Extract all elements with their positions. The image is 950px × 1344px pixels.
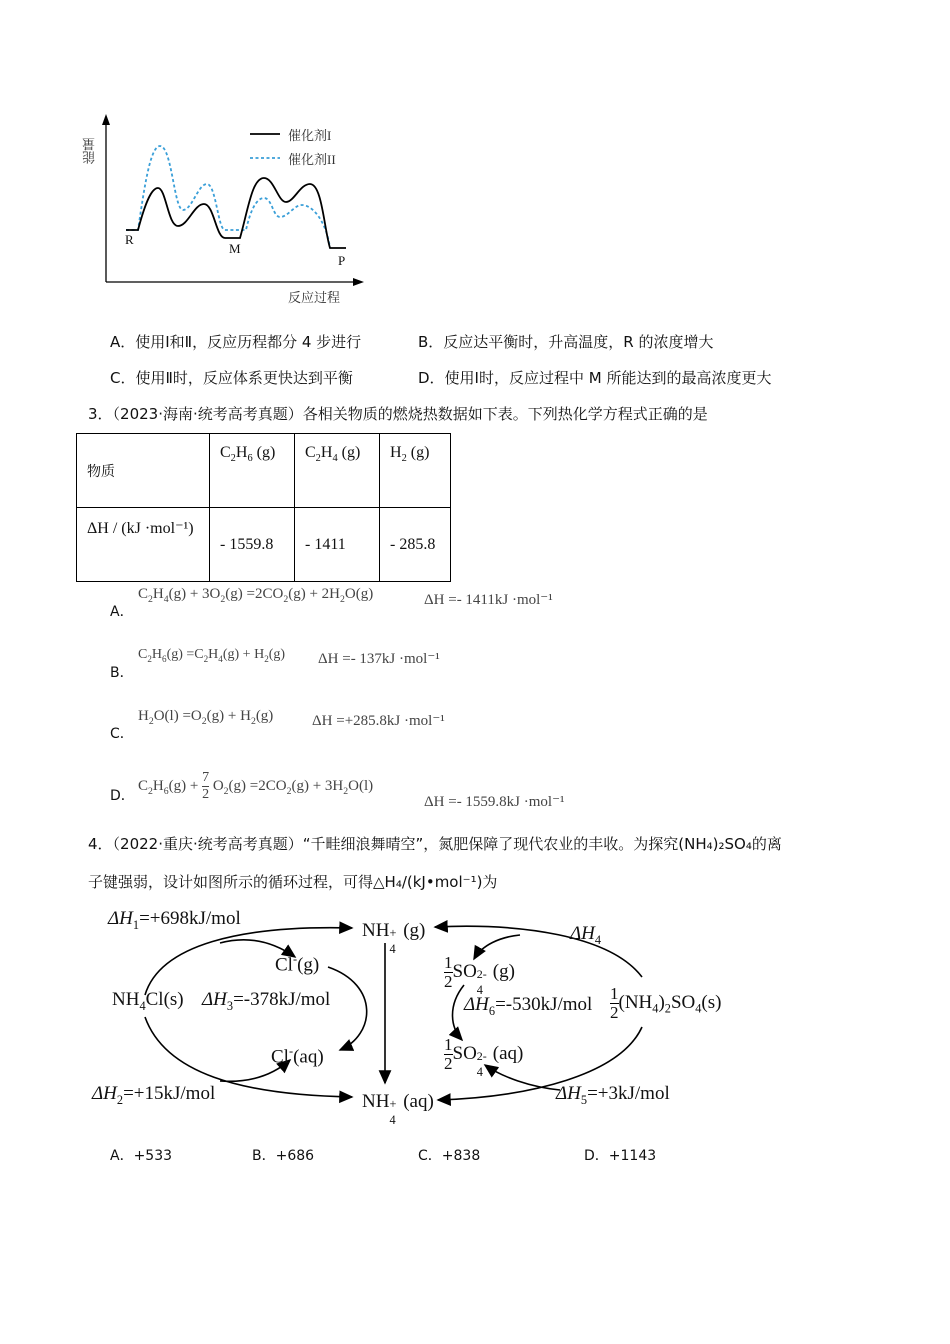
arrow-dh6 [453,985,465,1040]
y-axis-arrow [102,114,110,125]
label-cl-gas: Cl-(g) [275,952,320,976]
label-so4-aq: $\frac{1}{2}$ SO 2- 4 (aq) [444,1035,524,1079]
q2-option-b: B．反应达平衡时，升高温度，R 的浓度增大 [418,333,714,351]
combustion-heat-table [76,433,451,582]
q4-stem-line1 [88,833,782,854]
label-dh1: $\Delta H_1=+698kJ$/mol [108,908,241,932]
q4-stem-line2: 子键强弱，设计如图所示的循环过程，可得△H₄/(kJ•mol⁻¹)为 [88,873,498,891]
point-label-p: P [338,253,346,268]
arrow-dh3 [328,967,367,1050]
q3-option-c-equation: $H_2O(l) =O_2(g) + H_2(g)$ [138,708,274,727]
table-value-c2h4: - 1411 [295,508,380,582]
q3-source: （2023·海南·统考高考真题） [112,405,303,423]
table-col-c2h4: $C_2H_4$ (g) [295,434,380,508]
legend-label-catalyst-1: 催化剂I [288,128,332,143]
q4-option-b: B．+686 [252,1148,315,1164]
label-dh3: $\Delta H_3=-378kJ$/mol [202,989,331,1013]
q3-option-c-letter: C． [110,726,134,742]
q3-option-a-dh: ΔH =- 1411kJ ·mol⁻¹ [424,592,553,608]
q4-option-c: C．+838 [418,1148,481,1164]
label-nh4-gas: NH + 4 (g) [362,920,426,956]
q3-option-d-dh: ΔH =- 1559.8kJ ·mol⁻¹ [424,794,565,810]
q3-option-b-dh: ΔH =- 137kJ ·mol⁻¹ [318,651,440,667]
q2-option-c: C．使用Ⅱ时，反应体系更快达到平衡 [110,369,353,387]
q4-source: （2022·重庆·统考高考真题） [112,835,303,853]
q4-option-a: A．+533 [110,1148,173,1164]
label-nh4-aq: NH + 4 (aq) [362,1091,434,1127]
arrow-dh1 [145,928,352,995]
table-value-c2h6: - 1559.8 [210,508,295,582]
y-axis-label: 能量 [83,138,98,164]
table-value-h2: - 285.8 [380,508,451,582]
x-axis-arrow [353,278,364,286]
label-cl-aq: Cl-(aq) [271,1044,324,1068]
curve-catalyst-1 [126,178,346,248]
table-col-c2h6: $C_2H_6$ (g) [210,434,295,508]
table-header-substance: 物质 [77,434,210,508]
label-so4-gas: $\frac{1}{2}$ SO 2- 4 (g) [444,953,515,997]
table-col-h2: $H_2$ (g) [380,434,451,508]
q3-text: 各相关物质的燃烧热数据如下表。下列热化学方程式正确的是 [302,405,708,423]
q3-option-c-dh: ΔH =+285.8kJ ·mol⁻¹ [312,713,445,729]
q3-option-b-letter: B． [110,665,134,681]
label-dh5: $\Delta H_5=+3kJ$/mol [556,1083,670,1107]
q2-option-d: D．使用Ⅰ时，反应过程中 M 所能达到的最高浓度更大 [418,369,772,387]
label-ammonium-sulfate-solid: $\frac{1}{2}$ $(NH_4)_2SO_4(s)$ [610,984,722,1022]
q3-option-b-equation: $C_2H_6(g) =C_2H_4(g) + H_2(g)$ [138,647,286,664]
point-label-m: M [229,241,241,256]
label-dh4: $\Delta H_4$ [570,923,602,947]
point-label-r: R [125,232,134,247]
x-axis-label: 反应过程 [288,291,341,306]
q3-option-a-equation: $C_2H_4(g) + 3O_2(g) =2CO_2(g) + 2H_2O(g)$ [138,586,374,605]
table-header-dh: ΔH / (kJ ·mol⁻¹) [77,508,210,582]
q4-text-1: “千畦细浪舞晴空”，氮肥保障了现代农业的丰收。为探究(NH₄)₂SO₄的离 [302,835,782,853]
q2-option-a: A．使用Ⅰ和Ⅱ，反应历程都分 4 步进行 [110,333,362,351]
q4-option-d: D．+1143 [584,1148,657,1164]
q3-option-a-letter: A． [110,604,134,620]
q3-stem [88,403,708,424]
label-nh4cl-solid: $NH_4Cl(s)$ [112,989,184,1013]
q3-option-d-equation: $C_2H_6(g)$ + $\frac{7}{2}$ $O_2(g) =2CO_2(g) + 3H_2O(l)$ [138,770,374,802]
label-dh6: $\Delta H_6=-530kJ$/mol [464,994,593,1018]
label-dh2: $\Delta H_2=+15kJ$/mol [92,1083,216,1107]
q3-number: 3． [88,405,113,423]
q4-number: 4． [88,835,113,853]
legend-label-catalyst-2: 催化剂II [288,152,336,167]
q3-option-d-letter: D． [110,788,135,804]
